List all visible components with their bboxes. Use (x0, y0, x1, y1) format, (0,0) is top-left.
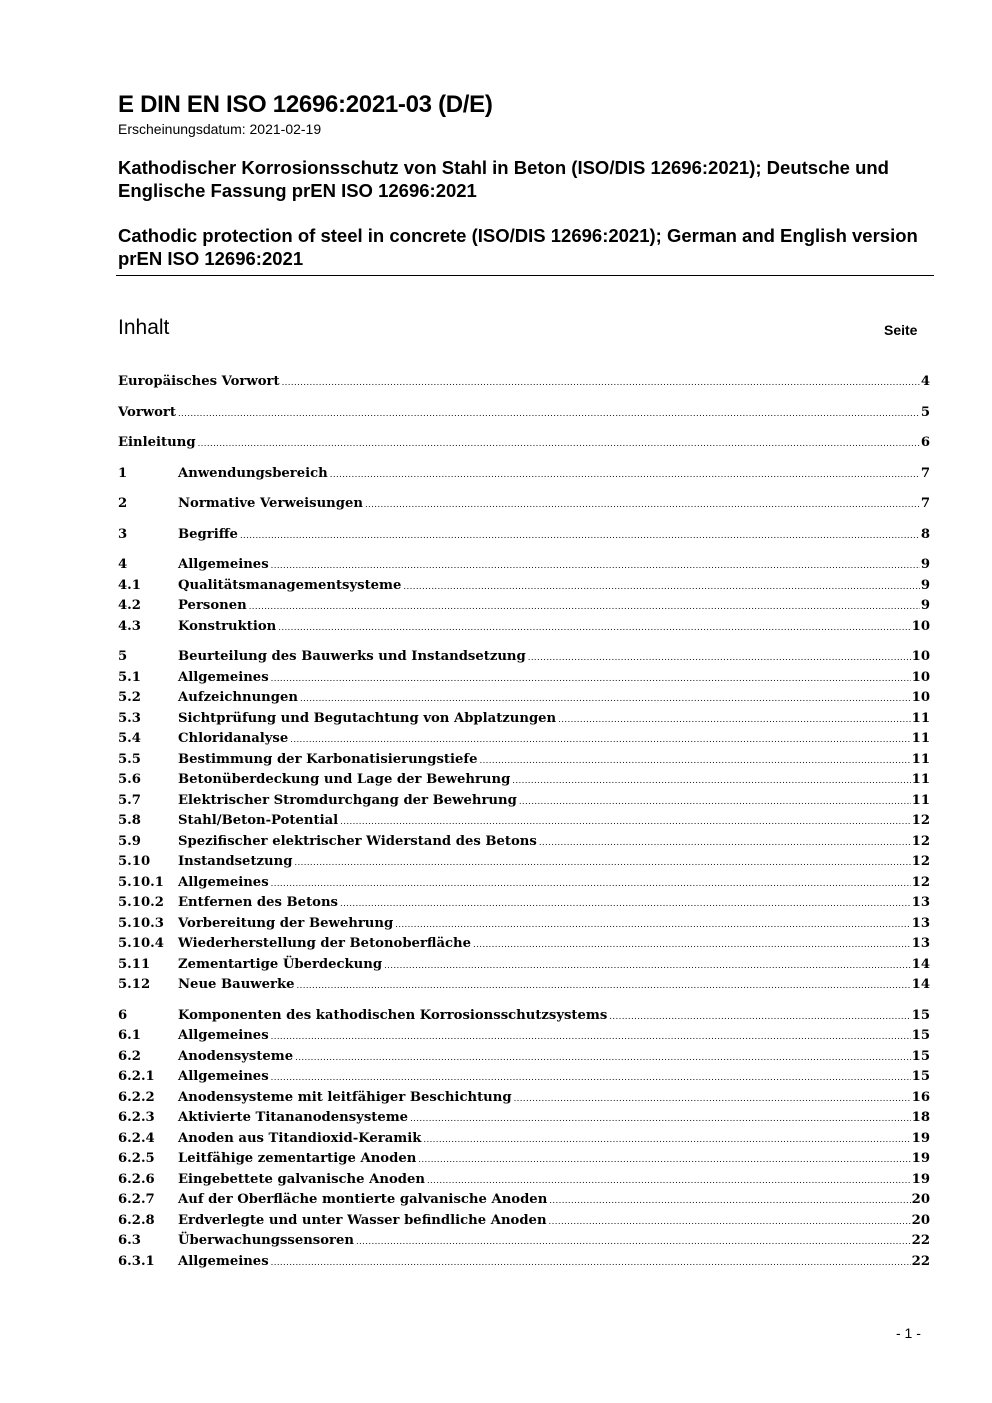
toc-entry-number: 6.3.1 (118, 1253, 155, 1269)
toc-entry[interactable] (118, 576, 930, 597)
toc-leader-dots (384, 955, 911, 977)
toc-entry-label: Allgemeines (178, 1069, 269, 1084)
toc-entry-page: 10 (911, 690, 930, 705)
toc-entry-number: 6.2.1 (118, 1069, 155, 1084)
toc-entry-label: Vorbereitung der Bewehrung (178, 915, 394, 931)
toc-entry-page: 19 (911, 1171, 930, 1187)
toc-entry-page: 11 (911, 751, 930, 767)
toc-entry[interactable] (118, 617, 930, 638)
toc-entry[interactable] (118, 1006, 930, 1027)
toc-entry-label: Begriffe (178, 526, 238, 542)
toc-entry-number: 5.7 (118, 792, 141, 808)
toc-entry-number: 5 (118, 649, 128, 664)
toc-entry-page: 22 (911, 1233, 930, 1248)
toc-entry-page: 13 (911, 915, 930, 931)
publication-date: Erscheinungsdatum: 2021-02-19 (118, 121, 322, 137)
toc-entry-page: 15 (911, 1028, 930, 1043)
toc-entry-number: 5.1 (118, 669, 141, 685)
toc-leader-dots (528, 647, 911, 669)
toc-leader-dots (418, 1149, 910, 1171)
toc-entry-number: 6.2.2 (118, 1089, 155, 1105)
toc-entry-number: 4 (118, 557, 128, 572)
toc-entry-page: 10 (911, 618, 930, 634)
toc-entry[interactable] (118, 852, 930, 873)
toc-entry[interactable] (118, 1170, 930, 1191)
document-id: E DIN EN ISO 12696:2021-03 (D/E) (118, 91, 493, 118)
toc-entry-label: Auf der Oberfläche montierte galvanische Anoden (178, 1192, 548, 1207)
toc-entry-page: 4 (920, 374, 930, 389)
toc-entry-page: 7 (920, 465, 930, 481)
toc-entry[interactable] (118, 729, 930, 750)
toc-entry-page: 9 (920, 577, 930, 593)
toc-entry-number: 3 (118, 526, 128, 542)
toc-entry-number: 5.10.4 (118, 936, 164, 951)
toc-entry-page: 8 (920, 526, 930, 542)
toc-entry-label: Neue Bauwerke (178, 977, 295, 992)
toc-leader-dots (330, 464, 920, 486)
toc-entry-number: 4.2 (118, 598, 141, 613)
toc-leader-dots (549, 1211, 911, 1233)
toc-entry-label: Allgemeines (178, 557, 269, 572)
toc-entry-page: 12 (911, 854, 930, 869)
toc-entry[interactable] (118, 955, 930, 976)
toc-entry[interactable] (118, 525, 930, 546)
table-of-contents (118, 372, 930, 1272)
toc-entry[interactable] (118, 596, 930, 617)
toc-entry-page: 10 (911, 669, 930, 685)
toc-entry[interactable] (118, 975, 930, 996)
toc-entry-number: 4.1 (118, 577, 141, 593)
toc-entry-label: Wiederherstellung der Betonoberfläche (178, 936, 472, 951)
toc-leader-dots (271, 1252, 911, 1274)
toc-entry-number: 6.2.5 (118, 1151, 155, 1166)
toc-entry-label: Erdverlegte und unter Wasser befindliche Anoden (178, 1212, 547, 1228)
toc-leader-dots (297, 975, 911, 997)
header-divider (116, 275, 934, 276)
toc-entry[interactable] (118, 372, 930, 393)
toc-leader-dots (198, 433, 920, 455)
toc-entry[interactable] (118, 1149, 930, 1170)
toc-entry-number: 5.9 (118, 833, 141, 849)
toc-entry[interactable] (118, 893, 930, 914)
toc-entry-page: 19 (911, 1130, 930, 1146)
toc-entry[interactable] (118, 934, 930, 955)
toc-entry[interactable] (118, 1190, 930, 1211)
toc-entry-page: 20 (911, 1212, 930, 1228)
toc-entry-label: Chloridanalyse (178, 731, 289, 746)
toc-entry[interactable] (118, 1108, 930, 1129)
toc-page-column-label: Seite (884, 322, 918, 338)
toc-entry-page: 7 (920, 496, 930, 511)
toc-entry[interactable] (118, 709, 930, 730)
toc-entry-number: 6.2.6 (118, 1171, 155, 1187)
toc-leader-dots (300, 688, 911, 710)
toc-leader-dots (294, 852, 910, 874)
toc-leader-dots (282, 372, 920, 394)
toc-leader-dots (240, 525, 920, 547)
toc-entry-page: 13 (911, 936, 930, 951)
toc-leader-dots (519, 791, 911, 813)
toc-entry[interactable] (118, 403, 930, 424)
toc-entry-label: Aktivierte Titananodensysteme (178, 1110, 409, 1125)
toc-leader-dots (473, 934, 911, 956)
toc-entry-number: 6.1 (118, 1028, 141, 1043)
toc-entry-page: 6 (920, 435, 930, 450)
toc-entry-label: Vorwort (118, 404, 176, 420)
toc-entry-number: 6.2.7 (118, 1192, 155, 1207)
toc-entry-label: Instandsetzung (178, 854, 293, 869)
toc-entry[interactable] (118, 555, 930, 576)
toc-entry-label: Anwendungsbereich (178, 465, 328, 481)
toc-entry-number: 6 (118, 1007, 128, 1023)
toc-leader-dots (249, 596, 920, 618)
toc-entry-number: 2 (118, 496, 128, 511)
toc-entry-page: 9 (920, 557, 930, 572)
toc-entry-label: Allgemeines (178, 874, 269, 890)
toc-entry[interactable] (118, 1067, 930, 1088)
toc-entry-page: 11 (911, 731, 930, 746)
toc-entry-label: Betonüberdeckung und Lage der Bewehrung (178, 772, 511, 787)
toc-entry-page: 12 (911, 833, 930, 849)
toc-entry[interactable] (118, 464, 930, 485)
toc-entry[interactable] (118, 914, 930, 935)
toc-entry-number: 1 (118, 465, 128, 481)
toc-entry[interactable] (118, 1026, 930, 1047)
title-german: Kathodischer Korrosionsschutz von Stahl in Beton (ISO/DIS 12696:2021); Deutsche und Englische Fassung prEN ISO 12696:2021 (118, 157, 889, 201)
toc-entry[interactable] (118, 1129, 930, 1150)
toc-leader-dots (271, 1026, 911, 1048)
toc-leader-dots (295, 1047, 910, 1069)
toc-entry-label: Spezifischer elektrischer Widerstand des Betons (178, 833, 537, 849)
toc-entry-label: Einleitung (118, 435, 196, 450)
toc-entry-number: 5.11 (118, 956, 151, 972)
toc-leader-dots (271, 1067, 911, 1089)
toc-entry-label: Überwachungssensoren (178, 1233, 354, 1248)
toc-entry-label: Stahl/Beton-Potential (178, 813, 339, 828)
toc-entry-page: 5 (920, 404, 930, 420)
toc-leader-dots (609, 1006, 910, 1028)
toc-leader-dots (340, 893, 911, 915)
toc-entry-label: Leitfähige zementartige Anoden (178, 1151, 417, 1166)
toc-leader-dots (271, 668, 911, 690)
toc-entry[interactable] (118, 494, 930, 515)
toc-leader-dots (271, 555, 920, 577)
toc-entry-label: Zementartige Überdeckung (178, 956, 383, 972)
toc-entry[interactable] (118, 1252, 930, 1273)
toc-entry[interactable] (118, 1088, 930, 1109)
toc-entry-number: 6.2 (118, 1048, 141, 1064)
toc-entry-page: 13 (911, 895, 930, 910)
toc-entry-label: Allgemeines (178, 1028, 269, 1043)
toc-entry-number: 6.3 (118, 1233, 141, 1248)
toc-entry[interactable] (118, 433, 930, 454)
toc-entry-label: Bestimmung der Karbonatisierungstiefe (178, 751, 478, 767)
toc-leader-dots (558, 709, 910, 731)
toc-leader-dots (549, 1190, 910, 1212)
toc-entry[interactable] (118, 1231, 930, 1252)
toc-leader-dots (340, 811, 910, 833)
toc-leader-dots (271, 873, 911, 895)
toc-entry-label: Beurteilung des Bauwerks und Instandsetzung (178, 649, 526, 664)
toc-entry-page: 12 (911, 874, 930, 890)
toc-entry-number: 5.10 (118, 854, 151, 869)
toc-entry-label: Elektrischer Stromdurchgang der Bewehrung (178, 792, 517, 808)
toc-entry-page: 19 (911, 1151, 930, 1166)
toc-entry-label: Eingebettete galvanische Anoden (178, 1171, 425, 1187)
title-english: Cathodic protection of steel in concrete (ISO/DIS 12696:2021); German and English version prEN ISO 12696:2021 (118, 225, 918, 269)
toc-entry-label: Komponenten des kathodischen Korrosionsschutzsystems (178, 1007, 608, 1023)
page-number: - 1 - (896, 1325, 921, 1341)
toc-entry-page: 15 (911, 1007, 930, 1023)
toc-leader-dots (290, 729, 910, 751)
toc-entry-label: Entfernen des Betons (178, 895, 338, 910)
toc-entry-number: 6.2.8 (118, 1212, 155, 1228)
toc-leader-dots (514, 1088, 911, 1110)
toc-leader-dots (278, 617, 910, 639)
toc-leader-dots (427, 1170, 911, 1192)
toc-entry-page: 11 (911, 710, 930, 726)
toc-entry[interactable] (118, 688, 930, 709)
toc-leader-dots (423, 1129, 910, 1151)
document-header (118, 90, 934, 270)
toc-entry-number: 5.10.3 (118, 915, 164, 931)
toc-entry[interactable] (118, 668, 930, 689)
toc-entry[interactable] (118, 1047, 930, 1068)
toc-entry-number: 5.5 (118, 751, 141, 767)
toc-entry-label: Personen (178, 598, 247, 613)
toc-entry[interactable] (118, 832, 930, 853)
toc-leader-dots (512, 770, 910, 792)
toc-entry-number: 5.4 (118, 731, 141, 746)
toc-entry-page: 11 (911, 792, 930, 808)
toc-entry-number: 5.8 (118, 813, 141, 828)
toc-entry-page: 10 (911, 649, 930, 664)
toc-entry[interactable] (118, 647, 930, 668)
toc-leader-dots (365, 494, 920, 516)
toc-entry-label: Allgemeines (178, 669, 269, 685)
toc-entry-number: 5.3 (118, 710, 141, 726)
toc-entry-label: Anodensysteme mit leitfähiger Beschichtung (178, 1089, 512, 1105)
toc-entry-label: Konstruktion (178, 618, 277, 634)
toc-entry[interactable] (118, 811, 930, 832)
toc-entry[interactable] (118, 750, 930, 771)
toc-entry-label: Anoden aus Titandioxid-Keramik (178, 1130, 422, 1146)
toc-entry-page: 11 (911, 772, 930, 787)
toc-entry-page: 22 (911, 1253, 930, 1269)
toc-entry-label: Sichtprüfung und Begutachtung von Abplatzungen (178, 710, 557, 726)
toc-entry-page: 14 (911, 956, 930, 972)
toc-entry-page: 14 (911, 977, 930, 992)
toc-entry-number: 4.3 (118, 618, 141, 634)
toc-leader-dots (395, 914, 910, 936)
toc-entry-label: Aufzeichnungen (178, 690, 298, 705)
toc-entry-page: 15 (911, 1048, 930, 1064)
toc-entry-page: 15 (911, 1069, 930, 1084)
toc-entry-number: 5.12 (118, 977, 151, 992)
toc-heading: Inhalt (118, 316, 170, 339)
toc-entry[interactable] (118, 770, 930, 791)
toc-entry-number: 5.2 (118, 690, 141, 705)
toc-leader-dots (403, 576, 919, 598)
toc-entry-number: 5.6 (118, 772, 141, 787)
toc-leader-dots (410, 1108, 911, 1130)
toc-entry[interactable] (118, 873, 930, 894)
toc-leader-dots (479, 750, 910, 772)
toc-entry-number: 5.10.1 (118, 874, 164, 890)
toc-entry-page: 18 (911, 1110, 930, 1125)
toc-entry-label: Qualitätsmanagementsysteme (178, 577, 402, 593)
toc-entry-number: 6.2.4 (118, 1130, 155, 1146)
toc-entry-number: 6.2.3 (118, 1110, 155, 1125)
toc-leader-dots (539, 832, 911, 854)
toc-entry[interactable] (118, 791, 930, 812)
toc-entry-page: 12 (911, 813, 930, 828)
toc-entry-label: Europäisches Vorwort (118, 374, 280, 389)
toc-leader-dots (178, 403, 920, 425)
toc-entry[interactable] (118, 1211, 930, 1232)
toc-entry-page: 20 (911, 1192, 930, 1207)
toc-entry-label: Anodensysteme (178, 1048, 294, 1064)
toc-entry-label: Allgemeines (178, 1253, 269, 1269)
toc-leader-dots (356, 1231, 911, 1253)
toc-entry-page: 16 (911, 1089, 930, 1105)
toc-entry-number: 5.10.2 (118, 895, 164, 910)
toc-entry-label: Normative Verweisungen (178, 496, 363, 511)
toc-entry-page: 9 (920, 598, 930, 613)
